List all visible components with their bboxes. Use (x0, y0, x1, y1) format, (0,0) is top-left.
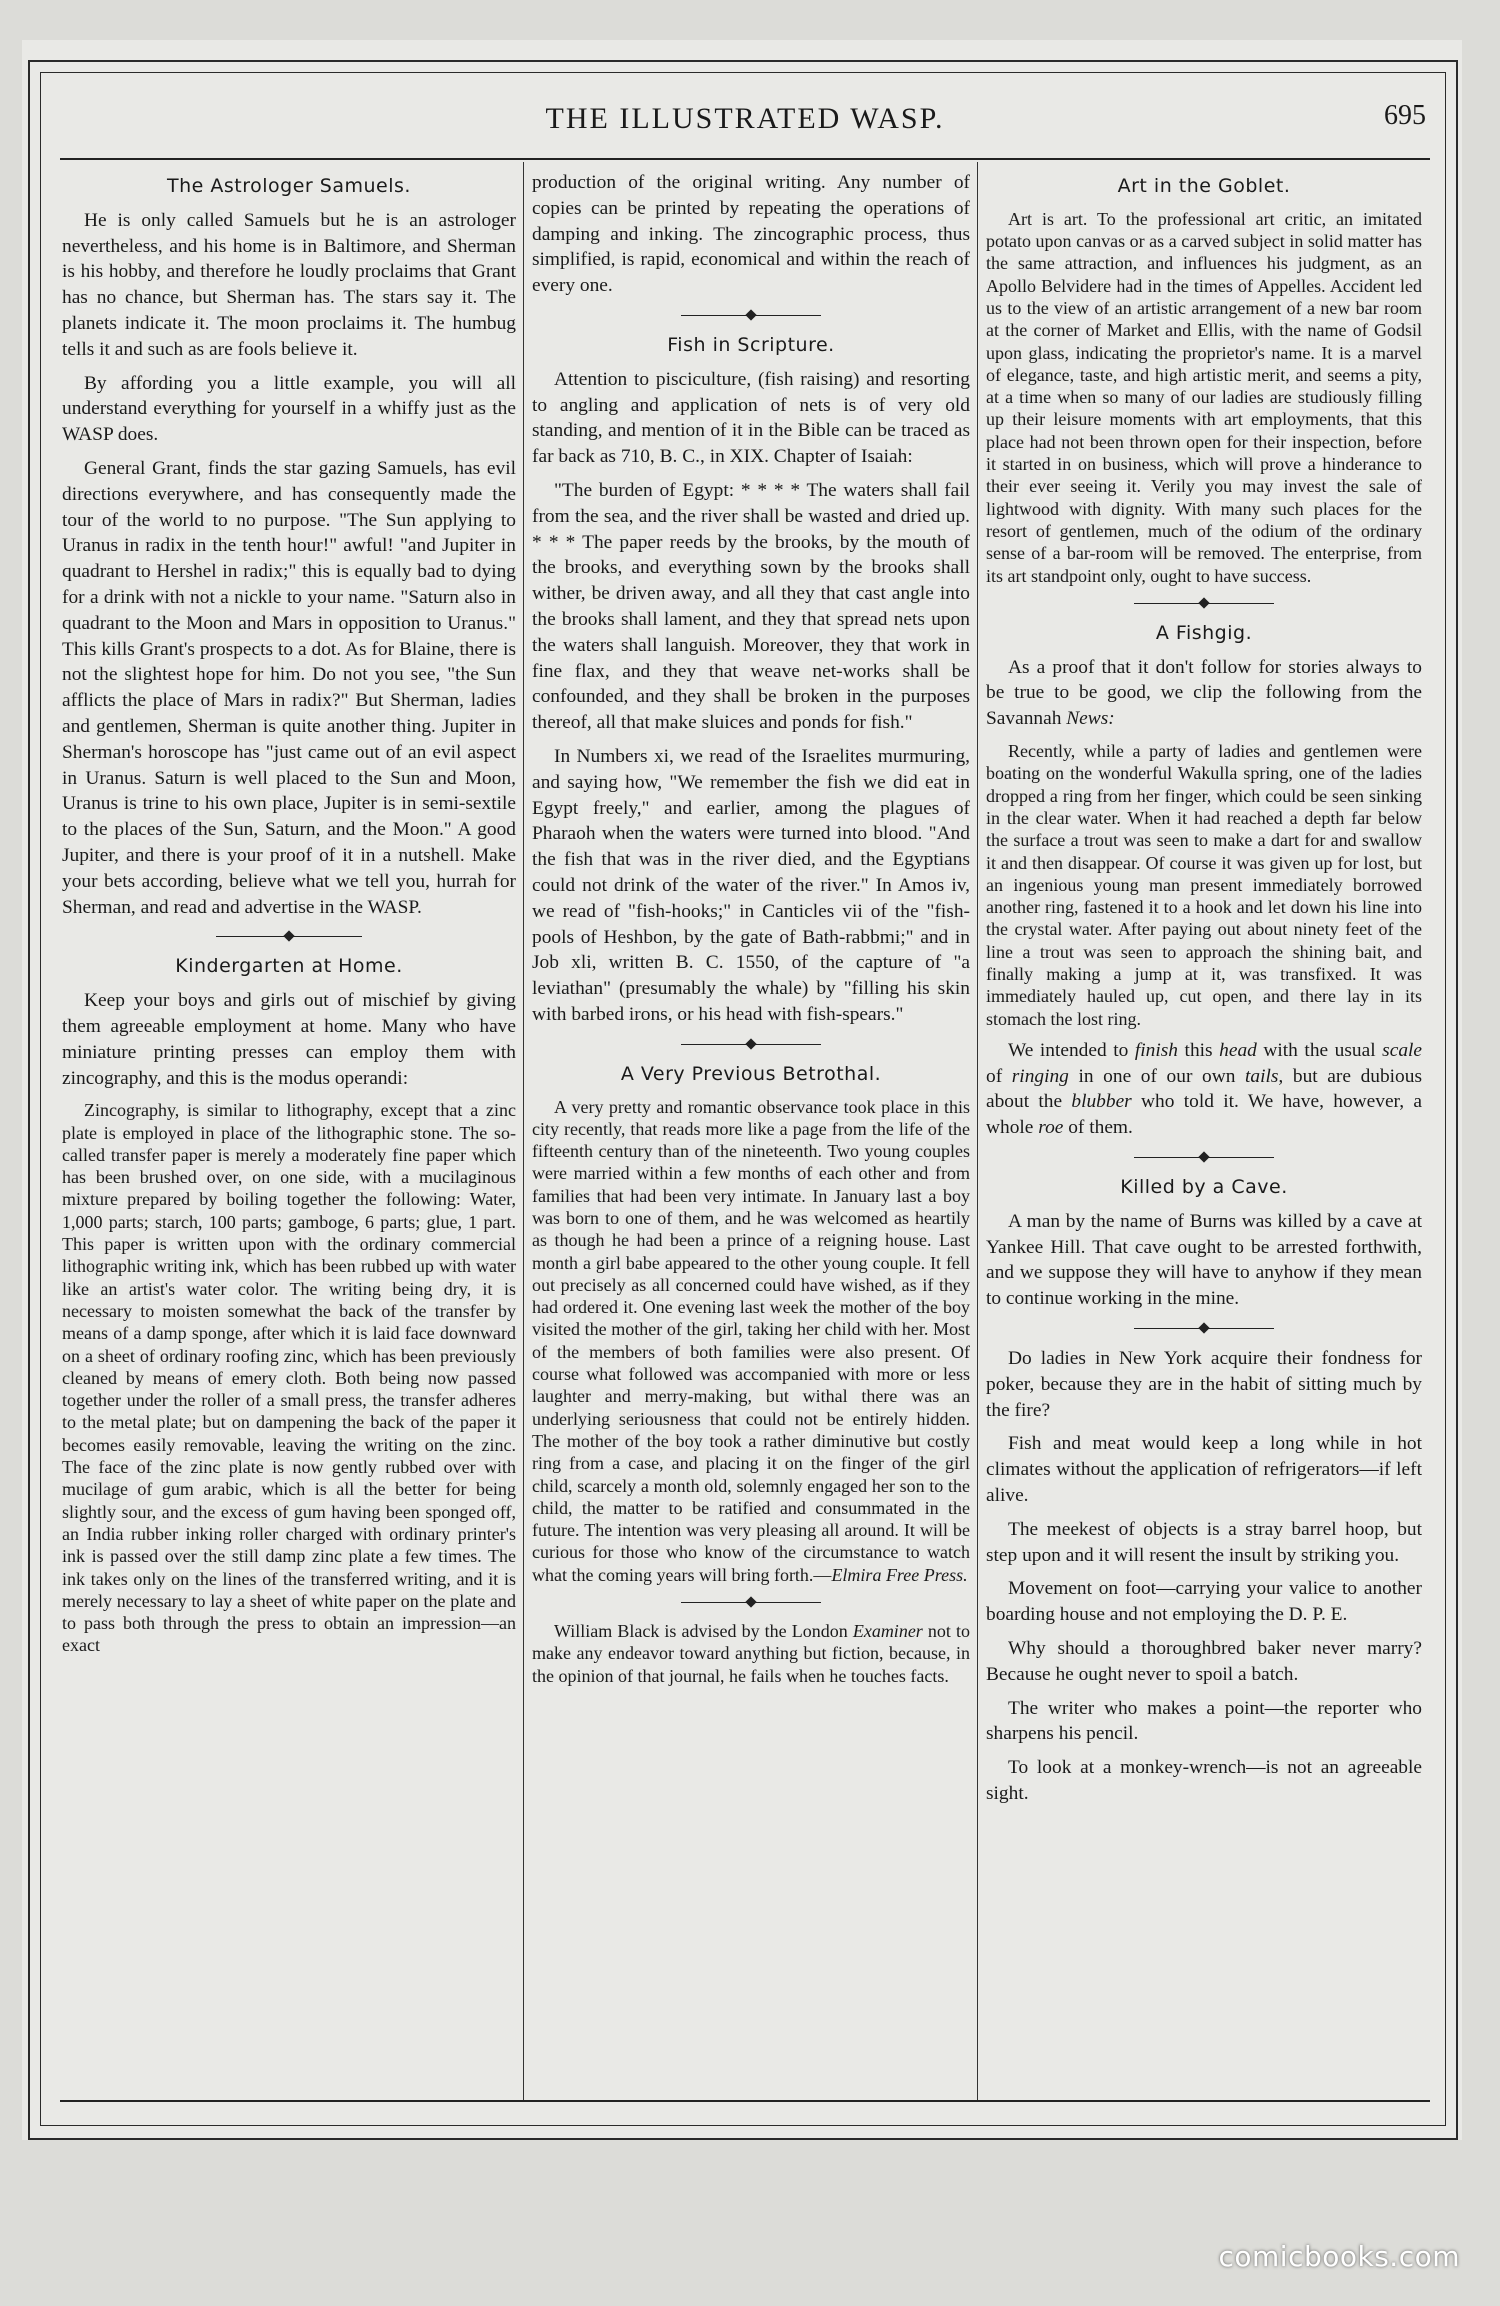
short-paragraph: Do ladies in New York acquire their fondness for poker, because they are in the habit of sitting much by the fire? (986, 1348, 1422, 1421)
italic-run: finish (1134, 1039, 1178, 1061)
text-run: in one of our own (1068, 1065, 1246, 1087)
article-title-astrologer: The Astrologer Samuels. (167, 175, 411, 197)
column-divider-1 (523, 162, 524, 2102)
short-paragraph: Fish and meat would keep a long while in hot climates without the application of refrigerators—if left alive. (986, 1433, 1422, 1507)
paragraph: Attention to pisciculture, (fish raising) and resorting to angling and application of nets is of very old standing, and mention of it in the Bible can be traced as far back as 710, B. C., in XIX. Chapter of Isaiah: (532, 368, 970, 468)
paragraph: General Grant, finds the star gazing Samuels, has evil directions everywhere, and has consequently made the tour of the world to no purpose. "The Sun applying to Uranus in radix in the tenth hour!" awful! "and Jupiter in quadrant to Hershel in radix;" this is equally bad to dying for a drink with not a nickle to your name. "Saturn also in quadrant to the Moon and Mars in opposition to Uranus." This kills Grant's prospects to a dot. As for Blaine, there is not the slightest hope for him. Do not you see, "the Sun afflicts the place of Mars in radix?" But Sherman, ladies and gentlemen, Sherman is quite another thing. Jupiter in Sherman's horoscope has "just came out of an evil aspect in Uranus. Saturn is well placed to the Sun and Moon, Uranus is trine to his own place, Jupiter is in semi-sextile to the places of the Sun, Saturn, and the Moon." A good Jupiter, and there is your proof of it in a nutshell. Make your bets according, believe what we tell you, hurrah for Sherman, and read and advertise in the WASP. (62, 457, 516, 918)
paragraph: Recently, while a party of ladies and gentlemen were boating on the wonderful Wakulla spring, one of the ladies dropped a ring from her finger, which could be seen sinking in the clear water. When it had reached a depth far below the surface a trout was seen to make a dart for and swallow it and then disappear. Of course it was given up for lost, but an ingenious young man present immediately borrowed another ring, fastened it to a hook and let down his line into the crystal water. After paying out about ninety feet of the line a trout was seen to approach the shining bait, and finally making a jump at it, was transfixed. It was immediately hauled up, cut open, and there lay in its stomach the lost ring. (986, 741, 1422, 1029)
watermark: comicbooks.com (1218, 2240, 1460, 2273)
article-title-cave: Killed by a Cave. (1120, 1176, 1288, 1199)
article-title-fish: Fish in Scripture. (667, 333, 835, 356)
italic-run: blubber (1071, 1091, 1132, 1113)
italic-run: News: (1066, 708, 1115, 730)
paragraph: A man by the name of Burns was killed by a cave at Yankee Hill. That cave ought to be arrested forthwith, and we suppose they will have to anyhow if they mean to continue working in the mine. (986, 1210, 1422, 1310)
italic-run: tails, (1245, 1065, 1284, 1087)
article-title-fishgig: A Fishgig. (1155, 621, 1253, 644)
paragraph: "The burden of Egypt: * * * * The waters shall fail from the sea, and the river shall be wasted and dried up. * * * The paper reeds by the brooks, by the mouth of the brooks, and everything sown by the brooks shall wither, be driven away, and all they that cast angle into the brooks shall lament, and they that spread nets upon the waters shall languish. Moreover, they that work in fine flax, and they that weave net-works shall be confounded, and they shall be broken in the purposes thereof, all that make sluices and ponds for fish." (532, 479, 970, 734)
short-paragraph: Why should a thoroughbred baker never marry? Because he ought never to spoil a batch. (986, 1638, 1422, 1685)
masthead-rule (60, 158, 1430, 160)
section-separator (532, 307, 970, 323)
italic-run: scale (1382, 1039, 1422, 1061)
section-separator (986, 1320, 1422, 1336)
column-1 (62, 170, 516, 2092)
short-paragraph: To look at a monkey-wrench—is not an agreeable sight. (986, 1757, 1422, 1805)
text-run: not to make any endeavor toward anything but fiction, because, in the opinion of that journal, he fails when he touches facts. (532, 1621, 970, 1686)
paragraph: In Numbers xi, we read of the Israelites murmuring, and saying how, "We remember the fish we did eat in Egypt freely," and earlier, among the plagues of Pharaoh when the waters were turned into blood. "And the fish that was in the river died, and the Egyptians could not drink of the water of the river." In Amos iv, we read of "fish-hooks;" in Canticles vii of the "fish-pools of Heshbon, by the gate of Bath-rabbmi;" and in Job xli, written B. C. 1550, of the capture of "a leviathan" (presumably the whale) by "filling his skin with barbed irons, or his head with fish-spears." (532, 745, 970, 1025)
text-run: We intended to (1008, 1039, 1135, 1061)
italic-run: head (1219, 1039, 1257, 1061)
section-separator (986, 595, 1422, 611)
masthead-title: THE ILLUSTRATED WASP. (545, 102, 945, 135)
column-2 (532, 170, 970, 2092)
paragraph: Art is art. To the professional art critic, an imitated potato upon canvas or as a carved subject in solid matter has the same attraction, and influences his judgment, as an Apollo Belvidere had in the times of Appelles. Accident led us to the view of an artistic arrangement of a new bar room at the corner of Market and Ellis, with the name of Godsil upon glass, indicating the proprietor's name. It is a marvel of elegance, taste, and high artistic merit, and seems a pity, at a time when so many of our ladies are studiously filling up their leisure moments with art employments, that this place had not been thrown open for their inspection, before it started in on business, which will prove a hinderance to their ever seeing it. Verily you may invest the sale of lightwood with dignity. With many such places for the resort of gentlemen, much of the odium of the ordinary sense of a bar-room will be removed. The enterprise, from its art standpoint only, ought to have success. (986, 208, 1422, 586)
short-paragraph: Movement on foot—carrying your valice to another boarding house and not employing the D. P. E. (986, 1578, 1422, 1626)
text-run: with the usual (1256, 1039, 1383, 1061)
paragraph: By affording you a little example, you will all understand everything for yourself in a whiffy just as the WASP does. (62, 372, 516, 446)
paragraph (986, 655, 1422, 732)
page-number: 695 (1384, 100, 1426, 131)
text-run: As a proof that it don't follow for stories always to be true to be good, we clip the following from the Savannah (986, 656, 1422, 730)
paragraph (986, 1038, 1422, 1141)
column-divider-2 (977, 162, 978, 2102)
italic-run: ringing (1011, 1065, 1069, 1087)
paragraph: He is only called Samuels but he is an astrologer nevertheless, and his home is in Baltimore, and Sherman is his hobby, and therefore he loudly proclaims that Grant has no chance, but Sherman has. The stars say it. The planets indicate it. The moon proclaims it. The humbug tells it and such as are fools believe it. (62, 209, 516, 360)
section-separator (532, 1594, 970, 1610)
paragraph-continuation: production of the original writing. Any number of copies can be printed by repeating the operations of damping and inking. The zincographic process, thus simplified, is rapid, economical and within the reach of every one. (532, 172, 970, 297)
paragraph (532, 1096, 970, 1587)
text-run: but are dubious about the (986, 1065, 1422, 1113)
article-title-goblet: Art in the Goblet. (1117, 175, 1291, 197)
text-run: William Black is advised by the London (554, 1621, 853, 1642)
section-separator (986, 1149, 1422, 1165)
italic-run: roe (1038, 1117, 1064, 1139)
text-run: this (1178, 1039, 1220, 1061)
short-paragraph: The writer who makes a point—the reporter who sharpens his pencil. (986, 1697, 1422, 1745)
short-paragraph: The meekest of objects is a stray barrel hoop, but step upon and it will resent the insult by striking you. (986, 1518, 1422, 1566)
short-paragraphs (986, 1346, 1422, 1807)
masthead (60, 96, 1430, 146)
section-separator (532, 1036, 970, 1052)
text-run: of them. (1063, 1117, 1133, 1139)
section-separator (62, 928, 516, 944)
paragraph (532, 1620, 970, 1687)
italic-run: Examiner (852, 1621, 923, 1642)
paragraph: Zincography, is similar to lithography, except that a zinc plate is employed in place of the lithographic stone. The so-called transfer paper is merely a moderately fine paper which has been brushed over, on one side, with a mucilaginous mixture prepared by boiling together the following: Water, 1,000 parts; starch, 100 parts; gamboge, 6 parts; glue, 1 part. This paper is written upon with the ordinary commercial lithographic writing ink, which has been rubbed up with water like an artist's water color. The writing being dry, it is necessary to moisten somewhat the back of the transfer by means of a damp sponge, after which it is laid face downward on a sheet of ordinary roofing zinc, which has been previously cleaned by means of emery cloth. Both being now passed together under the roller of a small press, the transfer adheres to the metal plate; but on dampening the back of the paper it becomes easily removable, leaving the writing on the zinc. The face of the zinc plate is now gently rubbed over with mucilage of gum arabic, which is all the better for being slightly sour, and the excess of gum having been sponged off, an India rubber inking roller charged with ordinary printer's ink is passed over the still damp zinc plate a few times. The ink takes only on the lines of the transferred writing, and it is merely necessary to lay a sheet of white paper on the plate and to pass both through the press to obtain an impression—an exact (62, 1100, 516, 1656)
column-3 (986, 170, 1422, 2092)
article-title-kindergarten: Kindergarten at Home. (175, 955, 403, 978)
text-run: of (986, 1065, 1012, 1087)
bottom-rule (60, 2100, 1430, 2102)
article-title-betrothal: A Very Previous Betrothal. (620, 1062, 882, 1085)
paragraph-text: A very pretty and romantic observance took place in this city recently, that reads more like a page from the life of the fifteenth century than of the nineteenth. Two young couples were married within a few months of each other and from families that had been very intimate. In January last a boy was born to one of them, and he was welcomed as heartily as though he had been a prince of a reigning house. Last month a girl babe appeared to the other young couple. It fell out precisely as all concerned could have wished, as if they had ordered it. One evening last week the mother of the boy visited the mother of the girl, taking her child with her. Most of the members of both families were also present. Of course what followed was accompanied with more or less laughter and merry-making, but withal there was an underlying seriousness that could not be entirely hidden. The mother of the boy took a rather diminutive but costly ring from a case, and placing it on the finger of the girl child, scarcely a month old, solemnly engaged her son to the child, the matter to be ratified and consummated in the future. The intention was very pleasing all around. It will be curious for those who know of the circumstance to watch what the coming years will bring forth.— (532, 1096, 970, 1585)
text-run: who told it. We have, however, a whole (986, 1091, 1422, 1139)
source-credit: Elmira Free Press. (831, 1564, 968, 1585)
paragraph: Keep your boys and girls out of mischief by giving them agreeable employment at home. Many who have miniature printing presses can employ them with zincography, and this is the modus operandi: (62, 990, 516, 1089)
